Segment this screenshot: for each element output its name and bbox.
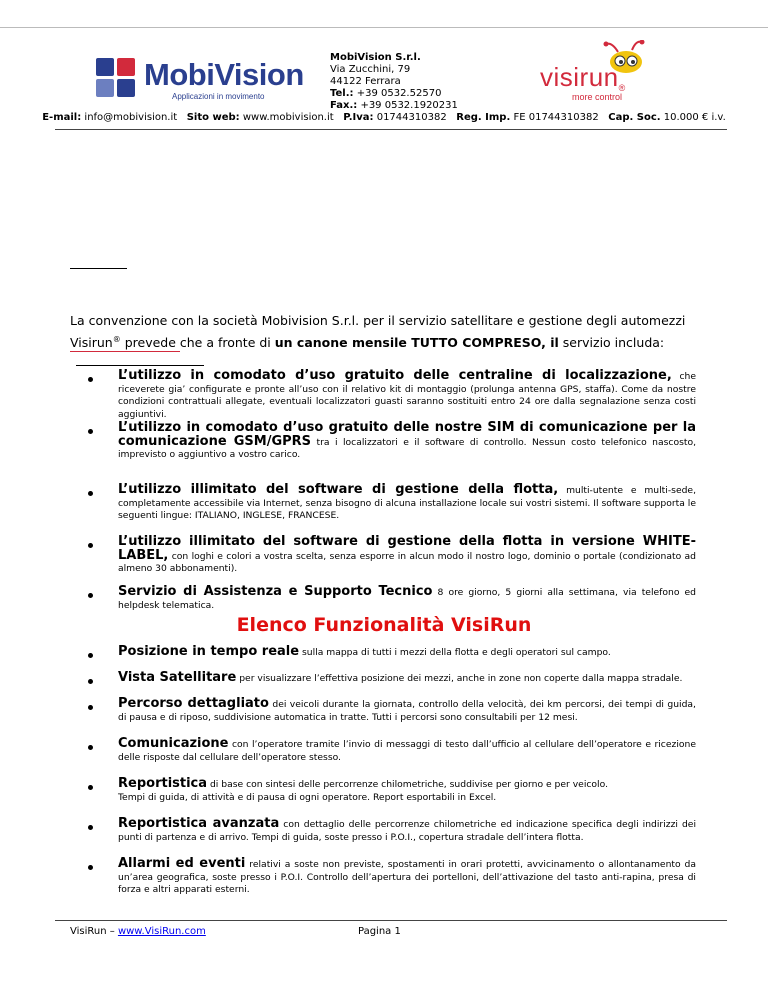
header-divider (55, 129, 727, 130)
short-rule (70, 268, 127, 269)
company-tel: Tel.: +39 0532.52570 (330, 88, 442, 99)
visirun-tagline: more control (572, 92, 623, 102)
company-city: 44122 Ferrara (330, 76, 401, 87)
mobivision-logo (96, 58, 306, 104)
visirun-logo (540, 40, 660, 108)
email-value: info@mobivision.it (84, 112, 178, 123)
intro-paragraph: La convenzione con la società Mobivision S.r.l. per il servizio satellitare e gestione degli automezzi Visirun® prevede che a fronte di un canone mensile TUTTO COMPRESO, il servizio includa: (70, 311, 710, 371)
website-value: www.mobivision.it (242, 112, 334, 123)
footer-left: VisiRun – www.VisiRun.com (70, 926, 206, 937)
top-rule (0, 27, 768, 28)
mobivision-logo-text: MobiVision (144, 57, 304, 92)
features-title: Elenco Funzionalità VisiRun (236, 614, 532, 636)
page-number: Pagina 1 (358, 926, 401, 937)
company-name: MobiVision S.r.l. (330, 52, 421, 63)
mobivision-logo-mark (96, 58, 136, 98)
footer-link[interactable]: www.VisiRun.com (117, 926, 206, 937)
footer-divider (55, 920, 727, 921)
red-underline (70, 351, 180, 352)
blank-line (76, 355, 204, 366)
contacts-bar: E-mail: info@mobivision.it Sito web: www.mobivision.it P.Iva: 01744310382 Reg. Imp. FE 01744310382 Cap. Soc. 10.000 € i.v. (42, 112, 726, 123)
company-fax: Fax.: +39 0532.1920231 (330, 100, 458, 111)
company-street: Via Zucchini, 79 (330, 64, 411, 75)
visirun-logo-text: visirun® (540, 62, 626, 93)
mobivision-tagline: Applicazioni in movimento (172, 92, 265, 101)
company-address-block (330, 52, 458, 112)
